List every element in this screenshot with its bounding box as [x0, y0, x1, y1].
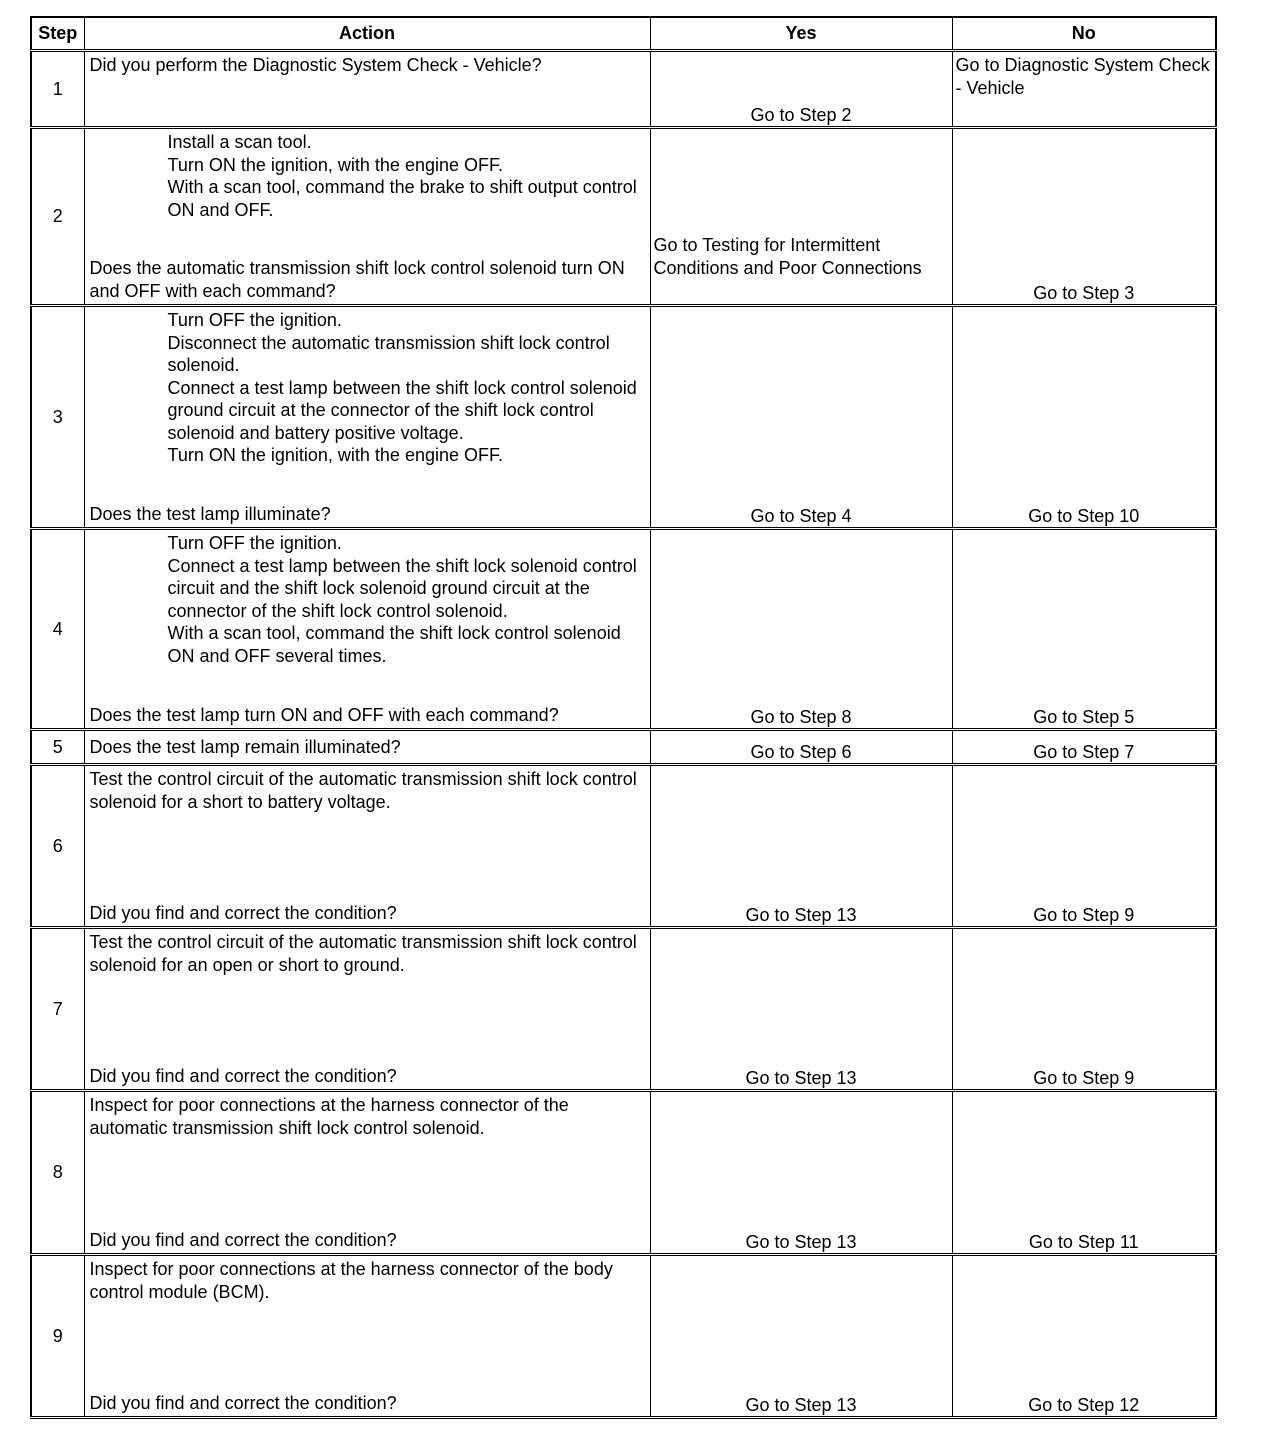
action-cell	[84, 1091, 650, 1255]
action-content	[85, 1256, 650, 1416]
step-number: 2	[31, 128, 84, 306]
no-result: Go to Step 7	[952, 730, 1216, 765]
yes-result: Go to Step 13	[650, 1255, 952, 1418]
action-content	[85, 1092, 650, 1253]
action-substep: Connect a test lamp between the shift lock control solenoid ground circuit at the connector of the shift lock control solenoid and battery positive voltage.	[167, 377, 637, 443]
action-substeps	[168, 309, 646, 467]
header-no: No	[952, 17, 1216, 51]
header-action: Action	[84, 17, 650, 51]
header-row	[31, 17, 1216, 51]
action-content	[85, 929, 650, 1089]
action-substep: Turn OFF the ignition.	[167, 533, 342, 553]
action-question: Did you find and correct the condition?	[89, 1229, 397, 1250]
action-substep: Connect a test lamp between the shift lock solenoid control circuit and the shift lock solenoid ground circuit at the connector of the shift lock control solenoid.	[167, 555, 637, 621]
yes-result: Go to Testing for Intermittent Conditions and Poor Connections	[650, 128, 952, 306]
no-result: Go to Step 9	[952, 928, 1216, 1091]
step-number: 3	[31, 306, 84, 529]
table-row-step-8	[31, 1091, 1216, 1255]
action-question: Did you find and correct the condition?	[89, 1065, 397, 1086]
action-instruction: Inspect for poor connections at the harness connector of the body control module (BCM).	[89, 1259, 613, 1302]
action-substeps	[168, 532, 646, 667]
yes-result: Go to Step 13	[650, 928, 952, 1091]
header-step: Step	[31, 17, 84, 51]
table-row-step-1	[31, 51, 1216, 128]
no-result: Go to Diagnostic System Check - Vehicle	[952, 51, 1216, 128]
action-question: Did you perform the Diagnostic System Check - Vehicle?	[89, 55, 542, 75]
step-number: 4	[31, 529, 84, 730]
action-instruction: Test the control circuit of the automatic transmission shift lock control solenoid for a short to battery voltage.	[89, 769, 637, 812]
action-cell	[84, 765, 650, 928]
action-content	[85, 307, 650, 527]
action-substeps	[168, 131, 646, 221]
action-cell	[84, 128, 650, 306]
action-cell	[84, 529, 650, 730]
step-number: 6	[31, 765, 84, 928]
no-result: Go to Step 5	[952, 529, 1216, 730]
action-substep: With a scan tool, command the shift lock control solenoid ON and OFF several times.	[167, 623, 621, 666]
table-row-step-3	[31, 306, 1216, 529]
action-cell	[84, 51, 650, 128]
no-result: Go to Step 10	[952, 306, 1216, 529]
no-result: Go to Step 12	[952, 1255, 1216, 1418]
header-yes: Yes	[650, 17, 952, 51]
action-substep: Turn ON the ignition, with the engine OFF.	[167, 445, 503, 465]
action-cell	[84, 1255, 650, 1418]
table-row-step-5	[31, 730, 1216, 765]
step-number: 7	[31, 928, 84, 1091]
action-substep: Turn ON the ignition, with the engine OFF.	[167, 154, 503, 175]
action-substep: Turn OFF the ignition.	[167, 310, 342, 330]
action-substep: With a scan tool, command the brake to shift output control ON and OFF.	[167, 177, 637, 220]
table-row-step-2	[31, 128, 1216, 306]
yes-result: Go to Step 2	[650, 51, 952, 128]
diagnostic-table	[30, 16, 1217, 1419]
action-content	[85, 766, 650, 926]
yes-result: Go to Step 8	[650, 529, 952, 730]
action-cell	[84, 928, 650, 1091]
action-question: Does the automatic transmission shift lock control solenoid turn ON and OFF with each command?	[89, 258, 625, 301]
table-row-step-7	[31, 928, 1216, 1091]
action-question: Does the test lamp turn ON and OFF with each command?	[89, 704, 559, 725]
no-result: Go to Step 3	[952, 128, 1216, 306]
action-content	[85, 52, 650, 126]
table-row-step-6	[31, 765, 1216, 928]
step-number: 8	[31, 1091, 84, 1255]
step-number: 1	[31, 51, 84, 128]
action-content	[85, 530, 650, 728]
yes-result: Go to Step 13	[650, 1091, 952, 1255]
action-content	[85, 731, 650, 763]
action-instruction: Inspect for poor connections at the harness connector of the automatic transmission shift lock control solenoid.	[89, 1095, 569, 1138]
action-substep: Install a scan tool.	[167, 132, 312, 152]
action-cell	[84, 306, 650, 529]
action-question: Does the test lamp illuminate?	[89, 503, 331, 524]
action-question: Did you find and correct the condition?	[89, 902, 397, 923]
yes-result: Go to Step 4	[650, 306, 952, 529]
action-substep: Disconnect the automatic transmission shift lock control solenoid.	[167, 332, 610, 375]
table-row-step-4	[31, 529, 1216, 730]
action-cell	[84, 730, 650, 765]
action-instruction: Test the control circuit of the automatic transmission shift lock control solenoid for an open or short to ground.	[89, 932, 637, 975]
action-question: Did you find and correct the condition?	[89, 1392, 397, 1413]
step-number: 9	[31, 1255, 84, 1418]
no-result: Go to Step 9	[952, 765, 1216, 928]
table-row-step-9	[31, 1255, 1216, 1418]
no-result: Go to Step 11	[952, 1091, 1216, 1255]
step-number: 5	[31, 730, 84, 765]
action-question: Does the test lamp remain illuminated?	[89, 736, 401, 757]
yes-result: Go to Step 13	[650, 765, 952, 928]
action-content	[85, 129, 650, 304]
yes-result: Go to Step 6	[650, 730, 952, 765]
